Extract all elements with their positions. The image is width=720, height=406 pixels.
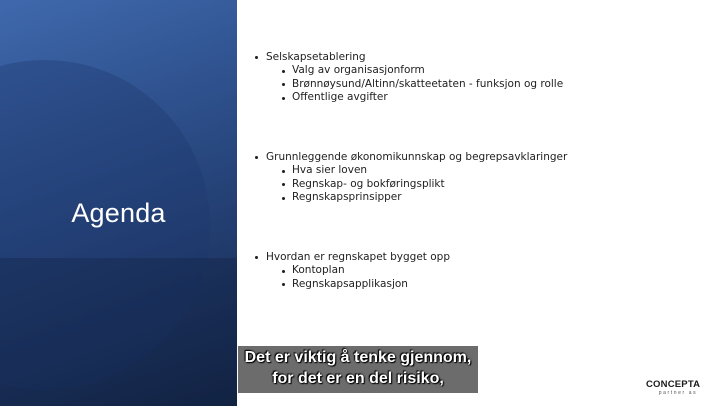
section-heading: Grunnleggende økonomikunnskap og begrepsavklaringer bbox=[254, 150, 567, 164]
sub-list bbox=[254, 64, 563, 105]
list-item: Hva sier loven bbox=[254, 164, 567, 178]
logo-tagline: partner as bbox=[658, 390, 698, 396]
section-heading: Selskapsetablering bbox=[254, 50, 563, 64]
video-subtitle bbox=[238, 346, 478, 393]
section-heading: Hvordan er regnskapet bygget opp bbox=[254, 250, 450, 264]
concepta-logo bbox=[646, 380, 710, 402]
agenda-section bbox=[254, 150, 567, 205]
list-item: Offentlige avgifter bbox=[254, 91, 563, 105]
agenda-section bbox=[254, 250, 450, 291]
list-item: Brønnøysund/Altinn/skatteetaten - funksjon og rolle bbox=[254, 78, 563, 92]
list-item: Regnskap- og bokføringsplikt bbox=[254, 178, 567, 192]
title-panel bbox=[0, 0, 237, 406]
list-item: Regnskapsprinsipper bbox=[254, 191, 567, 205]
subtitle-line: Det er viktig å tenke gjennom, bbox=[244, 349, 472, 366]
agenda-section bbox=[254, 50, 563, 105]
list-item: Kontoplan bbox=[254, 264, 450, 278]
sub-list bbox=[254, 264, 450, 291]
decorative-band bbox=[0, 258, 237, 406]
subtitle-line: for det er en del risiko, bbox=[272, 370, 444, 387]
sub-list bbox=[254, 164, 567, 205]
logo-name: CONCEPTA bbox=[646, 379, 701, 390]
list-item: Regnskapsapplikasjon bbox=[254, 278, 450, 292]
list-item: Valg av organisasjonform bbox=[254, 64, 563, 78]
slide-title: Agenda bbox=[71, 198, 166, 228]
